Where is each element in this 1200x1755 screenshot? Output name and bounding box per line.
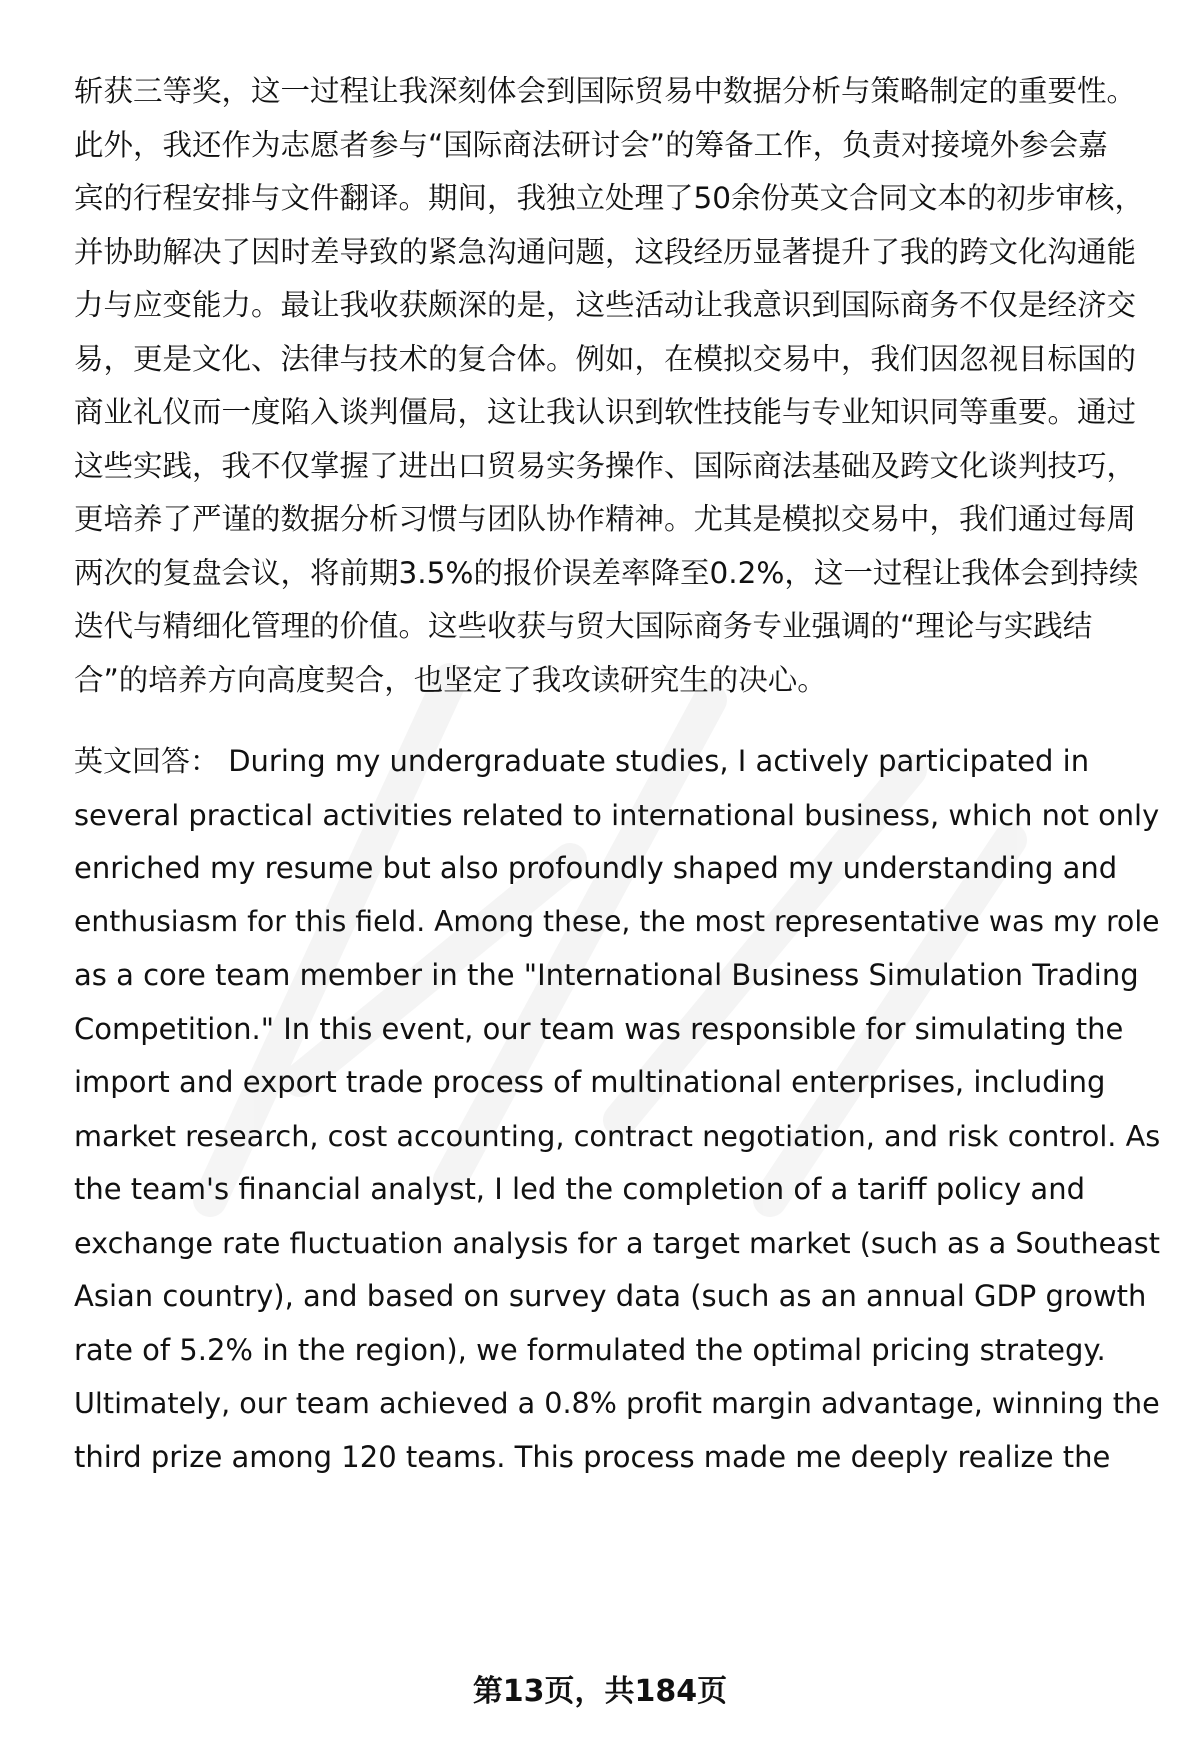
zh-line-6: 易，更是文化、法律与技术的复合体。例如，在模拟交易中，我们因忽视目标国的 xyxy=(74,342,1137,376)
zh-line-12: 合”的培养方向高度契合，也坚定了我攻读研究生的决心。 xyxy=(74,663,827,697)
en-line-11: Asian country), and based on survey data (such as an annual GDP growth xyxy=(74,1279,1147,1313)
en-line-9: the team's financial analyst, I led the completion of a tariff policy and xyxy=(74,1172,1085,1206)
zh-line-8: 这些实践，我不仅掌握了进出口贸易实务操作、国际商法基础及跨文化谈判技巧， xyxy=(74,449,1137,483)
en-line-8: market research, cost accounting, contract negotiation, and risk control. As xyxy=(74,1119,1161,1153)
en-line-3: enriched my resume but also profoundly shaped my understanding and xyxy=(74,851,1118,885)
zh-line-1: 斩获三等奖，这一过程让我深刻体会到国际贸易中数据分析与策略制定的重要性。 xyxy=(74,74,1137,108)
en-line-12: rate of 5.2% in the region), we formulated the optimal pricing strategy. xyxy=(74,1333,1106,1367)
zh-line-11: 迭代与精细化管理的价值。这些收获与贸大国际商务专业强调的“理论与实践结 xyxy=(74,609,1093,643)
zh-line-9: 更培养了严谨的数据分析习惯与团队协作精神。尤其是模拟交易中，我们通过每周 xyxy=(74,502,1137,536)
zh-line-5: 力与应变能力。最让我收获颇深的是，这些活动让我意识到国际商务不仅是经济交 xyxy=(74,288,1137,322)
zh-line-7: 商业礼仪而一度陷入谈判僵局，这让我认识到软性技能与专业知识同等重要。通过 xyxy=(74,395,1137,429)
en-line-6: Competition." In this event, our team was responsible for simulating the xyxy=(74,1012,1124,1046)
en-line-13: Ultimately, our team achieved a 0.8% profit margin advantage, winning the xyxy=(74,1386,1160,1420)
zh-line-3: 宾的行程安排与文件翻译。期间，我独立处理了50余份英文合同文本的初步审核， xyxy=(74,181,1145,215)
en-line-5: as a core team member in the "International Business Simulation Trading xyxy=(74,958,1139,992)
zh-line-2: 此外，我还作为志愿者参与“国际商法研讨会”的筹备工作，负责对接境外参会嘉 xyxy=(74,128,1108,162)
en-line-2: several practical activities related to international business, which not only xyxy=(74,798,1160,832)
zh-line-4: 并协助解决了因时差导致的紧急沟通问题，这段经历显著提升了我的跨文化沟通能 xyxy=(74,235,1137,269)
en-line-4: enthusiasm for this field. Among these, the most representative was my role xyxy=(74,905,1160,938)
en-line-10: exchange rate fluctuation analysis for a target market (such as a Southeast xyxy=(74,1226,1160,1260)
en-line-1: 英文回答： During my undergraduate studies, I actively participated in xyxy=(74,744,1090,778)
page-number-footer: 第13页，共184页 xyxy=(472,1674,728,1709)
en-line-14: third prize among 120 teams. This process made me deeply realize the xyxy=(74,1440,1111,1474)
zh-line-10: 两次的复盘会议，将前期3.5%的报价误差率降至0.2%，这一过程让我体会到持续 xyxy=(74,556,1139,590)
en-line-7: import and export trade process of multinational enterprises, including xyxy=(74,1065,1106,1099)
